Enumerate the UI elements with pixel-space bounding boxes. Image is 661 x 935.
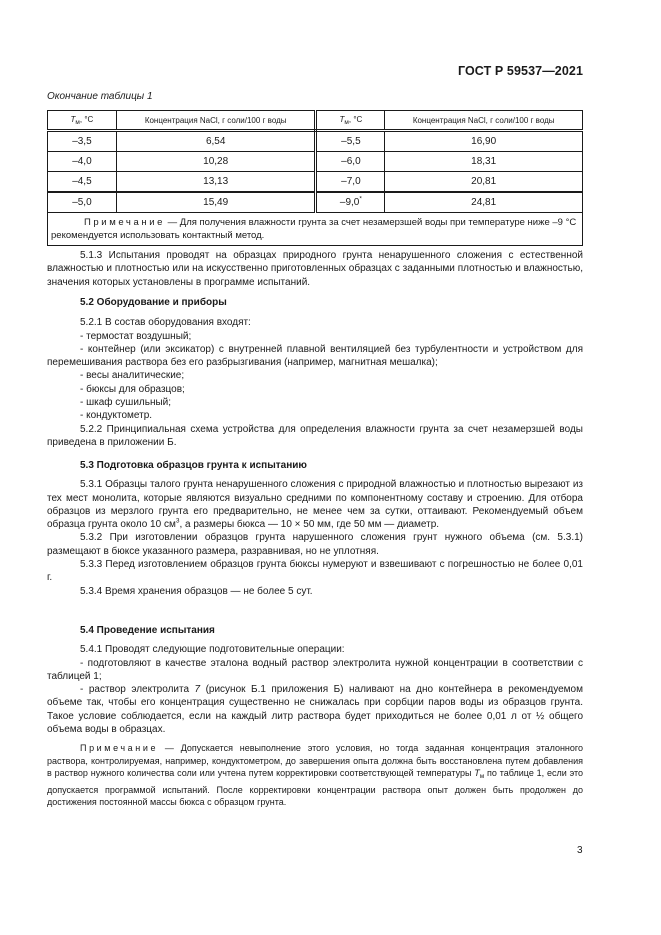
paragraph-5-3-1: 5.3.1 Образцы талого грунта ненарушенного сложения с природной влажностью и плотностью вырезают из тех мест монолита, которые являются визуально средними по компонентному составу и строению. Для отбора образцов из мерзлого грунта его предварительно, не менее чем за сутки, оттаивают. Рекомендуемый объем образца грунта около 10 $см^3$, а размеры бюкса — 10 × 50 мм, где 50 мм — диаметр. [47,479,583,531]
cell-temperature: –7,0 [316,172,385,193]
nacl-concentration-table [47,110,583,246]
operation-item: - подготовляют в качестве эталона водный раствор электролита нужной концентрации в соответствии с таблицей 1; [47,657,583,682]
heading-5-4: 5.4 Проведение испытания [80,625,215,636]
table-caption: Окончание таблицы 1 [47,91,153,102]
cell-temperature: –4,5 [48,172,117,193]
paragraph-5-3-3: 5.3.3 Перед изготовлением образцов грунта бюксы нумеруют и взвешивают с погрешностью не более 0,01 г. [47,559,583,584]
cell-temperature: –3,5 [48,131,117,152]
heading-5-2: 5.2 Оборудование и приборы [80,297,227,308]
heading-5-3: 5.3 Подготовка образцов грунта к испытанию [80,460,307,471]
header-temperature: $T_м$, °С [48,111,117,131]
table-row [48,152,583,172]
paragraph-5-3-4: 5.3.4 Время хранения образцов — не более 5 сут. [80,585,313,597]
cell-temperature: –5,5 [316,131,385,152]
cell-concentration: 18,31 [385,152,583,172]
paragraph-5-2-2: 5.2.2 Принципиальная схема устройства для определения влажности грунта за счет незамерзшей воды приведена в приложении Б. [47,423,583,448]
table-note [48,213,583,246]
table-header-row [48,111,583,131]
equipment-item: - кондуктометр. [80,410,153,422]
note-5-4: Примечание — Допускается невыполнение этого условия, но тогда заданная концентрация эталонного раствора, контролируемая, например, кондуктометром, до завершения опыта должна быть восстановлена путем добавления в раствор нужного количества соли или учтена путем корректировки соответствующей температуры $T_м$ по таблице 1, если это допускается программой испытаний. После корректировки концентрации раствора опыт должен быть продолжен до достижения постоянной массы бюкса с образцом грунта. [47,743,583,808]
equipment-item: - термостат воздушный; [80,330,192,342]
equipment-item: - бюксы для образцов; [80,383,185,395]
note-label: Примечание [84,217,165,228]
table-row [48,172,583,193]
section-5-3 [47,459,583,598]
cell-concentration: 13,13 [116,172,316,193]
cell-concentration: 20,81 [385,172,583,193]
paragraph-5-4-1: 5.4.1 Проводят следующие подготовительные операции: [80,644,345,656]
header-concentration: Концентрация NaCl, г соли/100 г воды [116,111,316,131]
section-5-1-3 [47,249,583,289]
cell-temperature: –5,0 [48,192,117,213]
cell-concentration: 24,81 [385,192,583,213]
cell-temperature: –4,0 [48,152,117,172]
cell-temperature: –9,0* [316,192,385,213]
table-note-row [48,213,583,246]
cell-temperature: –6,0 [316,152,385,172]
operation-item: - раствор электролита 7 (рисунок Б.1 приложения Б) наливают на дно контейнера в рекомендуемом объеме так, чтобы его концентрация существенно не снижалась при сорбции паров воды из образцов грунта. Такое условие соблюдается, если на каждый литр раствора будет приходиться не более 0,01 л от ½ общего объема воды в образцах. [47,684,583,736]
header-temperature: $T_м$, °С [316,111,385,131]
cell-concentration: 6,54 [116,131,316,152]
page-number: 3 [577,845,583,856]
paragraph-5-3-2: 5.3.2 При изготовлении образцов грунта нарушенного сложения грунт нужного объема (см. 5.3.1) размещают в бюксе указанного размера, разравнивая, но не уплотняя. [47,532,583,557]
document-id: ГОСТ Р 59537—2021 [457,64,583,78]
section-5-2 [47,296,583,449]
cell-concentration: 10,28 [116,152,316,172]
footnote-marker: * [359,195,362,203]
note-text: — Для получения влажности грунта за счет незамерзшей воды при температуре ниже –9 °С рекомендуется использовать контактный метод. [51,217,577,241]
cell-concentration: 16,90 [385,131,583,152]
table-row [48,192,583,213]
equipment-item: - весы аналитические; [80,370,185,382]
header-concentration: Концентрация NaCl, г соли/100 г воды [385,111,583,131]
section-5-4 [47,624,583,809]
equipment-item: - шкаф сушильный; [80,397,172,409]
cell-concentration: 15,49 [116,192,316,213]
paragraph-5-1-3: 5.1.3 Испытания проводят на образцах природного грунта ненарушенного сложения с естественной влажностью и плотностью или на искусственно приготовленных образцах с заданными плотностью и влажностью, значения которых установлены в программе испытаний. [47,250,583,288]
equipment-item: - контейнер (или эксикатор) с внутренней плавной вентиляцией без турбулентности и устройством для перемешивания раствора без его разбрызгивания (например, магнитная мешалка); [47,343,583,369]
paragraph-5-2-1: 5.2.1 В состав оборудования входят: [80,317,251,329]
table-row [48,131,583,152]
